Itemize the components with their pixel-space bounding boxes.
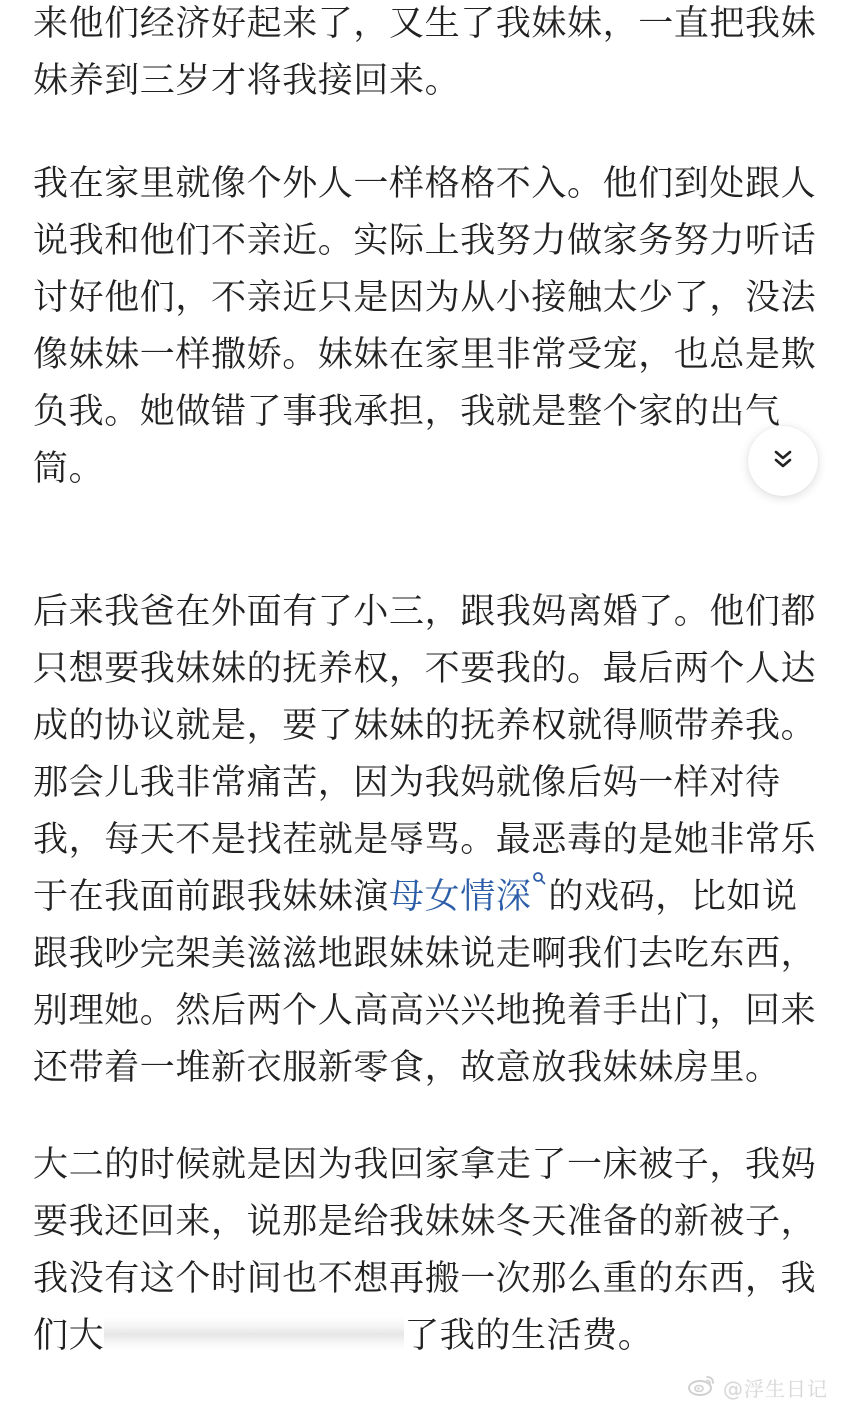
line-text-before-redaction: 们大 xyxy=(33,1316,105,1356)
paragraph-line: 成的协议就是，要了妹妹的抚养权就得顺带养我。 xyxy=(33,706,817,746)
article-paragraph-2 xyxy=(33,156,823,498)
article-paragraph-3 xyxy=(33,584,823,1097)
paragraph-line: 还带着一堆新衣服新零食，故意放我妹妹房里。 xyxy=(33,1048,781,1088)
paragraph-line: 说我和他们不亲近。实际上我努力做家务努力听话 xyxy=(33,221,817,261)
paragraph-line: 那会儿我非常痛苦，因为我妈就像后妈一样对待 xyxy=(33,763,781,803)
paragraph-line-redacted xyxy=(33,1308,823,1365)
paragraph-line: 跟我吵完架美滋滋地跟妹妹说走啊我们去吃东西， xyxy=(33,934,817,974)
paragraph-line: 我在家里就像个外人一样格格不入。他们到处跟人 xyxy=(33,164,817,204)
search-icon[interactable] xyxy=(532,871,546,891)
paragraph-line: 妹养到三岁才将我接回来。 xyxy=(33,61,461,101)
weibo-logo-icon xyxy=(687,1373,717,1402)
paragraph-line: 筒。 xyxy=(33,449,105,489)
line-text-before-link: 于在我面前跟我妹妹演 xyxy=(33,877,390,917)
scroll-down-button[interactable] xyxy=(748,426,818,496)
paragraph-line: 只想要我妹妹的抚养权，不要我的。最后两个人达 xyxy=(33,649,817,689)
paragraph-line: 我没有这个时间也不想再搬一次那么重的东西，我 xyxy=(33,1259,817,1299)
article-paragraph-4 xyxy=(33,1137,823,1365)
paragraph-line: 负我。她做错了事我承担，我就是整个家的出气 xyxy=(33,392,781,432)
line-text-after-redaction: 了我的生活费。 xyxy=(404,1316,654,1356)
paragraph-line: 讨好他们，不亲近只是因为从小接触太少了，没法 xyxy=(33,278,817,318)
double-chevron-down-icon xyxy=(770,446,796,476)
redaction-bar xyxy=(104,1317,404,1351)
paragraph-line: 要我还回来，说那是给我妹妹冬天准备的新被子， xyxy=(33,1202,817,1242)
paragraph-line: 大二的时候就是因为我回家拿走了一床被子，我妈 xyxy=(33,1145,817,1185)
line-text-after-link: 的戏码，比如说 xyxy=(548,877,798,917)
paragraph-line: 别理她。然后两个人高高兴兴地挽着手出门，回来 xyxy=(33,991,817,1031)
article-paragraph-1 xyxy=(33,0,823,110)
search-link-mother-daughter[interactable]: 母女情深 xyxy=(389,877,532,917)
paragraph-line: 我，每天不是找茬就是辱骂。最恶毒的是她非常乐 xyxy=(33,820,817,860)
watermark-text: @浮生日记 xyxy=(723,1377,828,1401)
watermark xyxy=(687,1373,828,1402)
paragraph-line-with-link xyxy=(33,869,823,926)
paragraph-line: 来他们经济好起来了，又生了我妹妹，一直把我妹 xyxy=(33,4,817,44)
paragraph-line: 像妹妹一样撒娇。妹妹在家里非常受宠，也总是欺 xyxy=(33,335,817,375)
paragraph-line: 后来我爸在外面有了小三，跟我妈离婚了。他们都 xyxy=(33,592,817,632)
